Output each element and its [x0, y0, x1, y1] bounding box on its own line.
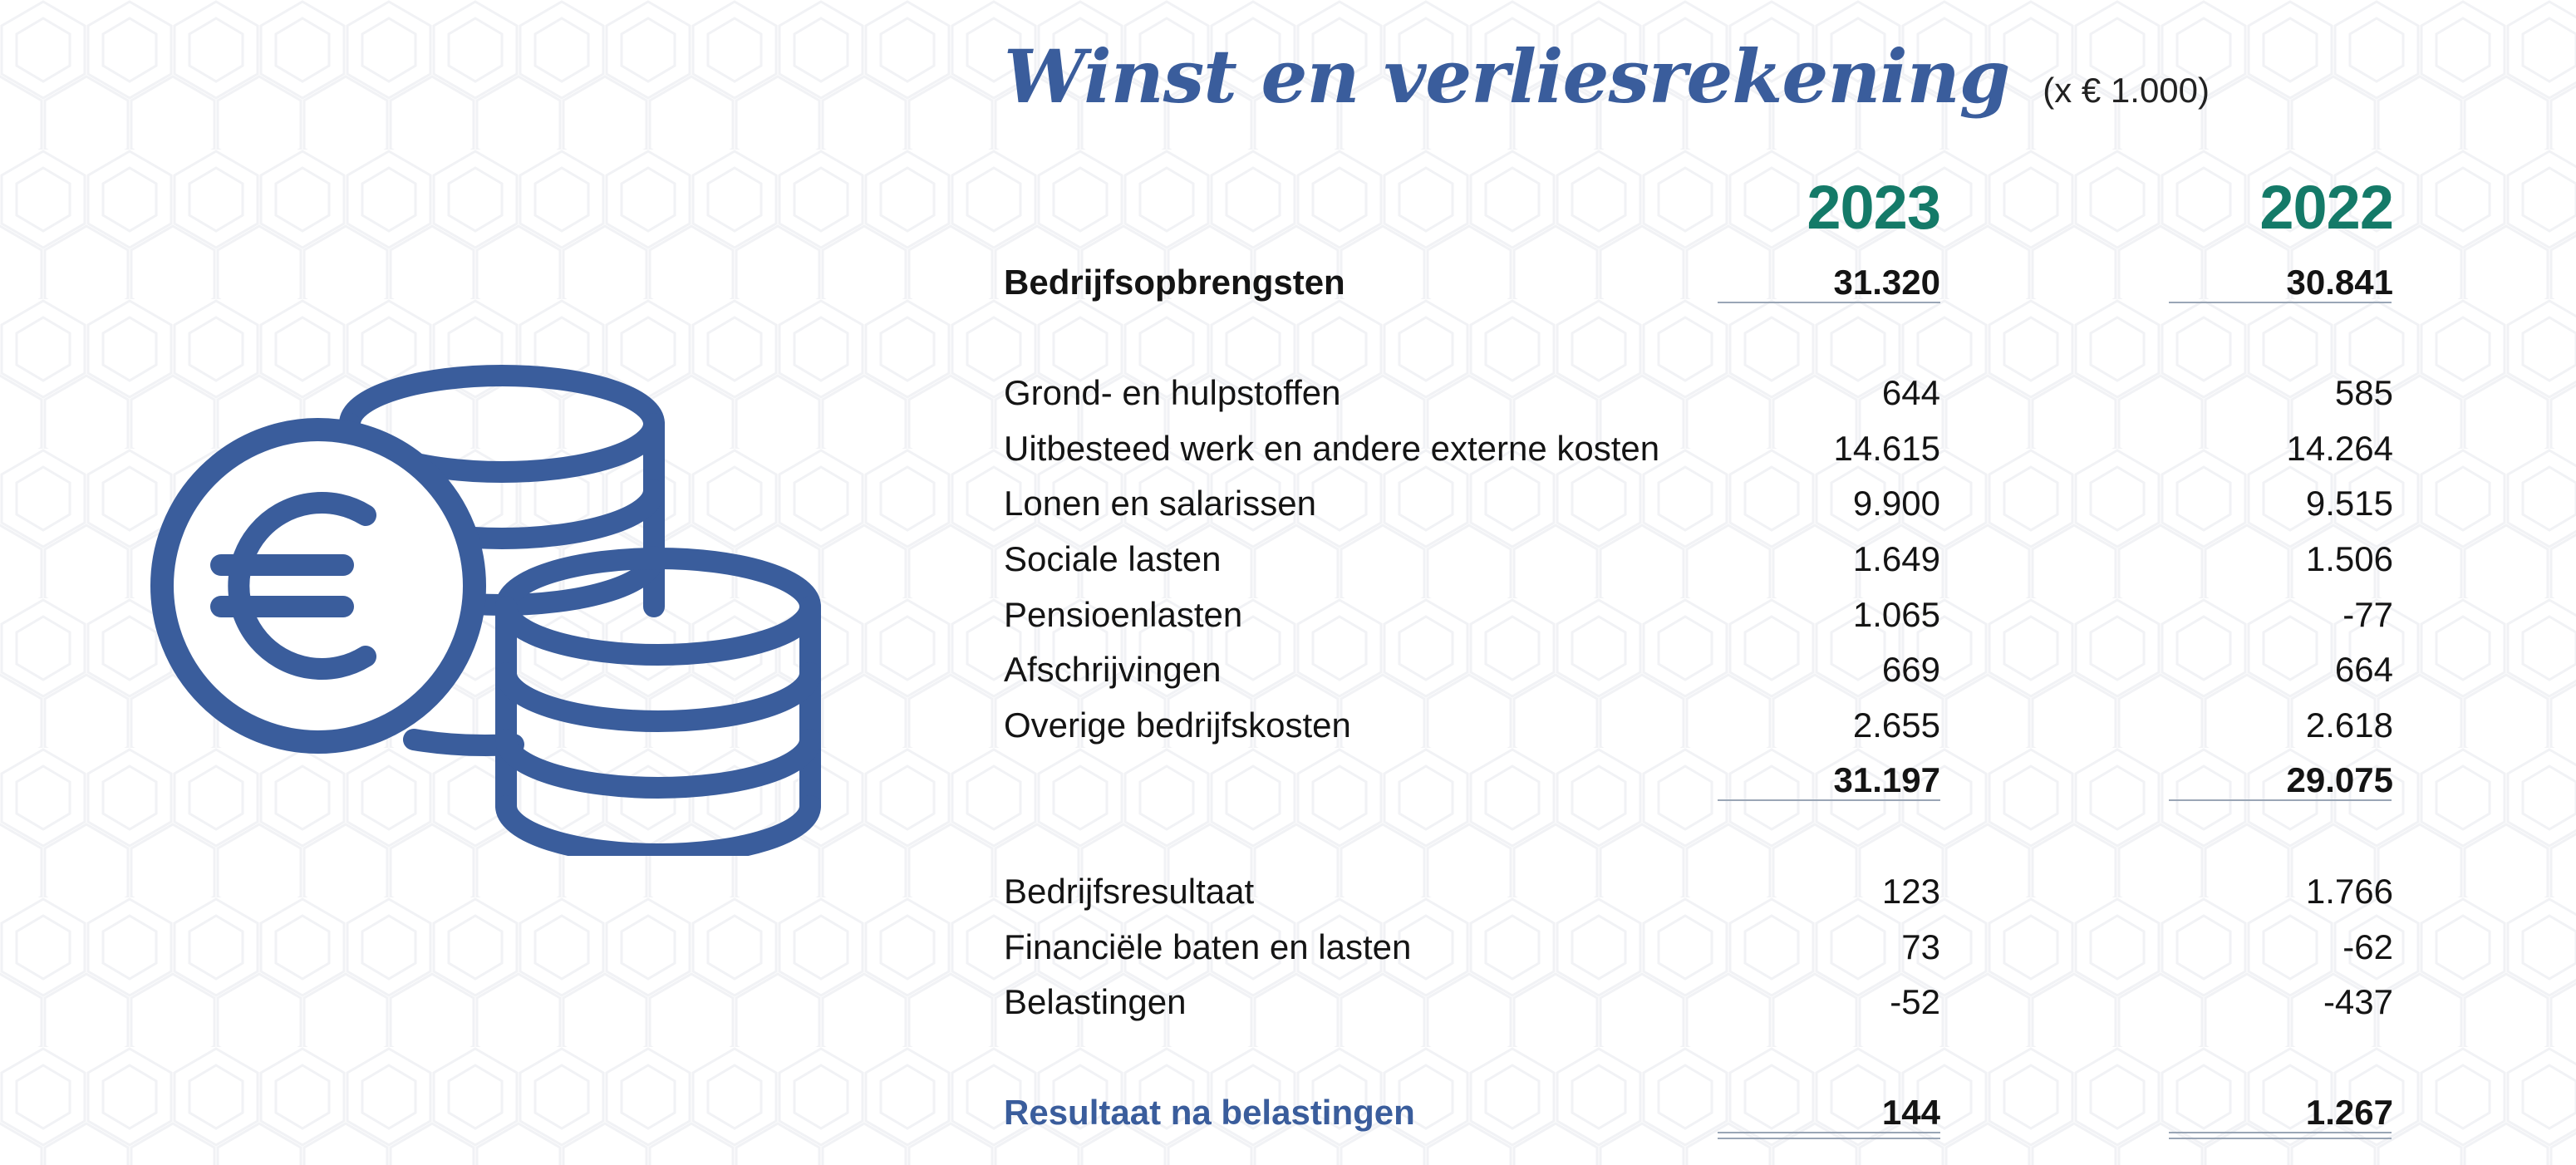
- row-label: Grond- en hulpstoffen: [1004, 373, 1341, 412]
- table-row: [1004, 587, 2400, 642]
- table-row: [1004, 864, 2400, 919]
- table-row: [1004, 532, 2400, 587]
- row-label: Lonen en salarissen: [1004, 484, 1316, 523]
- row-label: Sociale lasten: [1004, 539, 1222, 578]
- value-2022: -62: [2342, 927, 2393, 966]
- row-label: Pensioenlasten: [1004, 595, 1243, 634]
- table-row: [1004, 421, 2400, 476]
- value-2023: 1.065: [1852, 595, 1940, 634]
- value-2022: 1.766: [2305, 872, 2393, 911]
- value-2022: 2.618: [2305, 705, 2393, 745]
- column-header-2022: 2022: [2259, 173, 2393, 242]
- row-label: Uitbesteed werk en andere externe kosten: [1004, 429, 1660, 468]
- value-2022: -437: [2323, 982, 2393, 1021]
- value-2022: 9.515: [2305, 484, 2393, 523]
- value-2023: 31.320: [1833, 263, 1940, 302]
- euro-coins-stack-icon: [140, 357, 838, 856]
- table-row: [1004, 642, 2400, 697]
- row-label: Financiële baten en lasten: [1004, 927, 1412, 966]
- value-2022: 1.267: [2305, 1093, 2393, 1132]
- row-label: Resultaat na belastingen: [1004, 1093, 1415, 1132]
- value-2023: 123: [1881, 872, 1940, 911]
- row-label: Bedrijfsresultaat: [1004, 872, 1255, 911]
- value-2023: 2.655: [1852, 705, 1940, 745]
- double-underline-rule: [1718, 1132, 1940, 1139]
- value-2023: -52: [1890, 982, 1940, 1021]
- table-row: [1004, 920, 2400, 975]
- statement-header: [1004, 33, 2210, 141]
- column-header-2023: 2023: [1807, 173, 1940, 242]
- table-row: [1004, 975, 2400, 1030]
- page-title: Winst en verliesrekening: [1004, 33, 2010, 120]
- table-row: [1004, 476, 2400, 531]
- table-row: [1004, 698, 2400, 753]
- double-underline-rule: [2169, 1132, 2392, 1139]
- row-label: Afschrijvingen: [1004, 650, 1222, 689]
- value-2023: 644: [1881, 373, 1940, 412]
- value-2022: 1.506: [2305, 539, 2393, 578]
- underline-rule: [2169, 799, 2392, 801]
- value-2022: 585: [2334, 373, 2393, 412]
- value-2023: 669: [1881, 650, 1940, 689]
- value-2023: 31.197: [1833, 760, 1940, 799]
- unit-note: (x € 1.000): [2043, 71, 2210, 110]
- value-2023: 14.615: [1833, 429, 1940, 468]
- value-2022: 664: [2334, 650, 2393, 689]
- value-2023: 73: [1901, 927, 1940, 966]
- row-label: Bedrijfsopbrengsten: [1004, 263, 1345, 302]
- underline-rule: [2169, 302, 2392, 303]
- value-2022: -77: [2342, 595, 2393, 634]
- value-2022: 29.075: [2286, 760, 2393, 799]
- value-2022: 14.264: [2286, 429, 2393, 468]
- value-2023: 9.900: [1852, 484, 1940, 523]
- value-2023: 144: [1881, 1093, 1940, 1132]
- underline-rule: [1718, 302, 1940, 303]
- table-row: [1004, 366, 2400, 420]
- row-label: Overige bedrijfskosten: [1004, 705, 1351, 745]
- underline-rule: [1718, 799, 1940, 801]
- row-label: Belastingen: [1004, 982, 1187, 1021]
- value-2023: 1.649: [1852, 539, 1940, 578]
- value-2022: 30.841: [2286, 263, 2393, 302]
